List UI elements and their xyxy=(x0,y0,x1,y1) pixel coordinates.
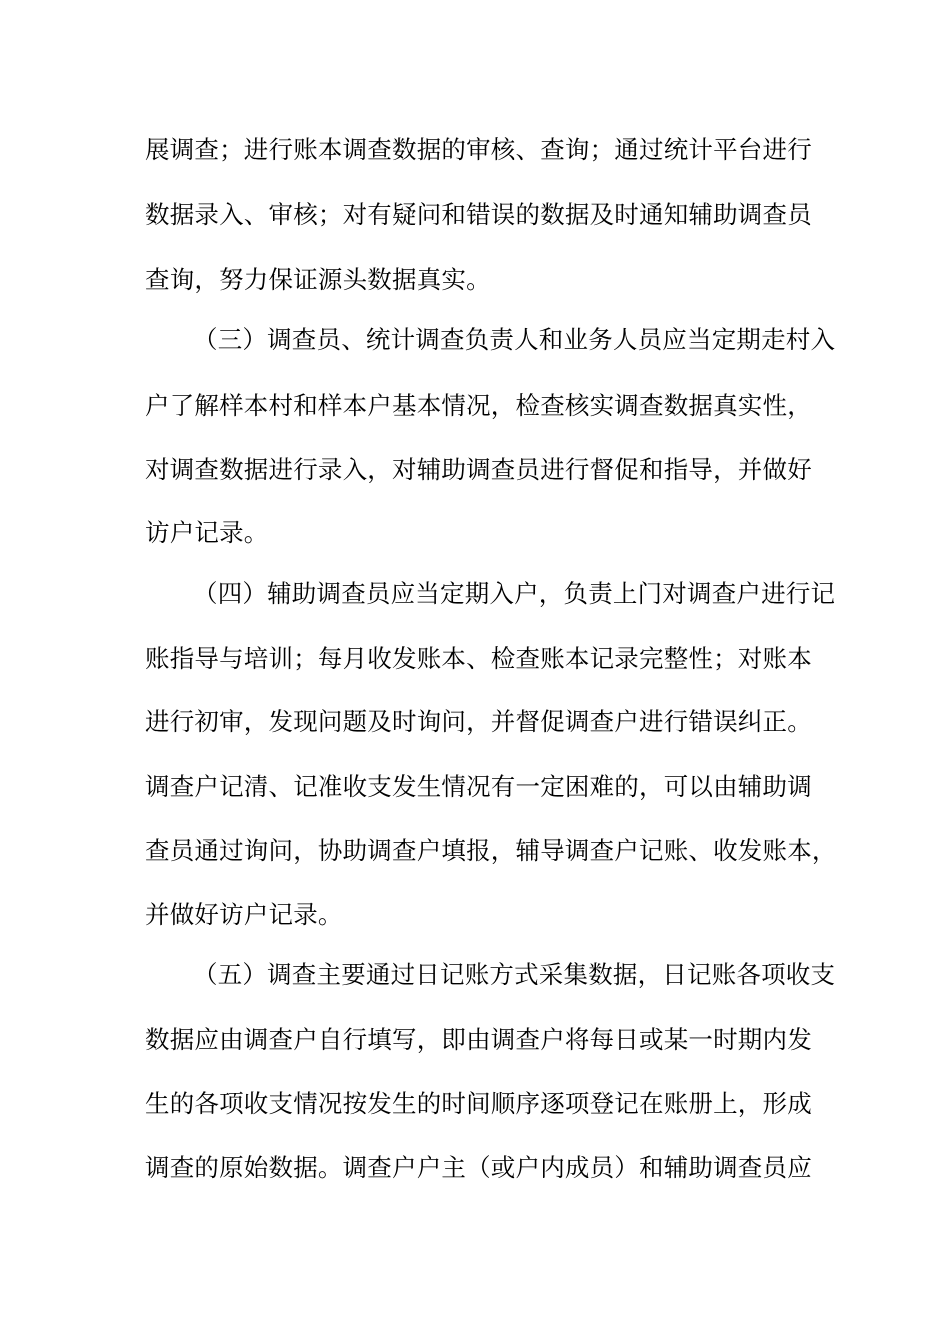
body-text-line: 查员通过询问，协助调查户填报，辅导调查户记账、收发账本， xyxy=(145,836,837,865)
body-text-line: 查询，努力保证源头数据真实。 xyxy=(145,265,491,294)
body-text-line: 户了解样本村和样本户基本情况，检查核实调查数据真实性， xyxy=(145,391,812,420)
body-text-line: 访户记录。 xyxy=(145,518,269,547)
section-four-first-line: （四）辅助调查员应当定期入户，负责上门对调查户进行记 xyxy=(193,579,836,608)
body-text-line: 进行初审，发现问题及时询问，并督促调查户进行错误纠正。 xyxy=(145,707,812,736)
section-five-first-line: （五）调查主要通过日记账方式采集数据，日记账各项收支 xyxy=(193,960,836,989)
body-text-line: 调查户记清、记准收支发生情况有一定困难的，可以由辅助调 xyxy=(145,772,812,801)
section-three-first-line: （三）调查员、统计调查负责人和业务人员应当定期走村入 xyxy=(193,325,836,354)
body-text-line: 账指导与培训；每月收发账本、检查账本记录完整性；对账本 xyxy=(145,644,812,673)
body-text-line: 数据录入、审核；对有疑问和错误的数据及时通知辅助调查员 xyxy=(145,200,812,229)
body-text-line: 展调查；进行账本调查数据的审核、查询；通过统计平台进行 xyxy=(145,135,812,164)
body-text-line: 调查的原始数据。调查户户主（或户内成员）和辅助调查员应 xyxy=(145,1153,812,1182)
body-text-line: 生的各项收支情况按发生的时间顺序逐项登记在账册上，形成 xyxy=(145,1089,812,1118)
body-text-line: 并做好访户记录。 xyxy=(145,900,343,929)
body-text-line: 对调查数据进行录入，对辅助调查员进行督促和指导，并做好 xyxy=(145,455,812,484)
body-text-line: 数据应由调查户自行填写，即由调查户将每日或某一时期内发 xyxy=(145,1025,812,1054)
